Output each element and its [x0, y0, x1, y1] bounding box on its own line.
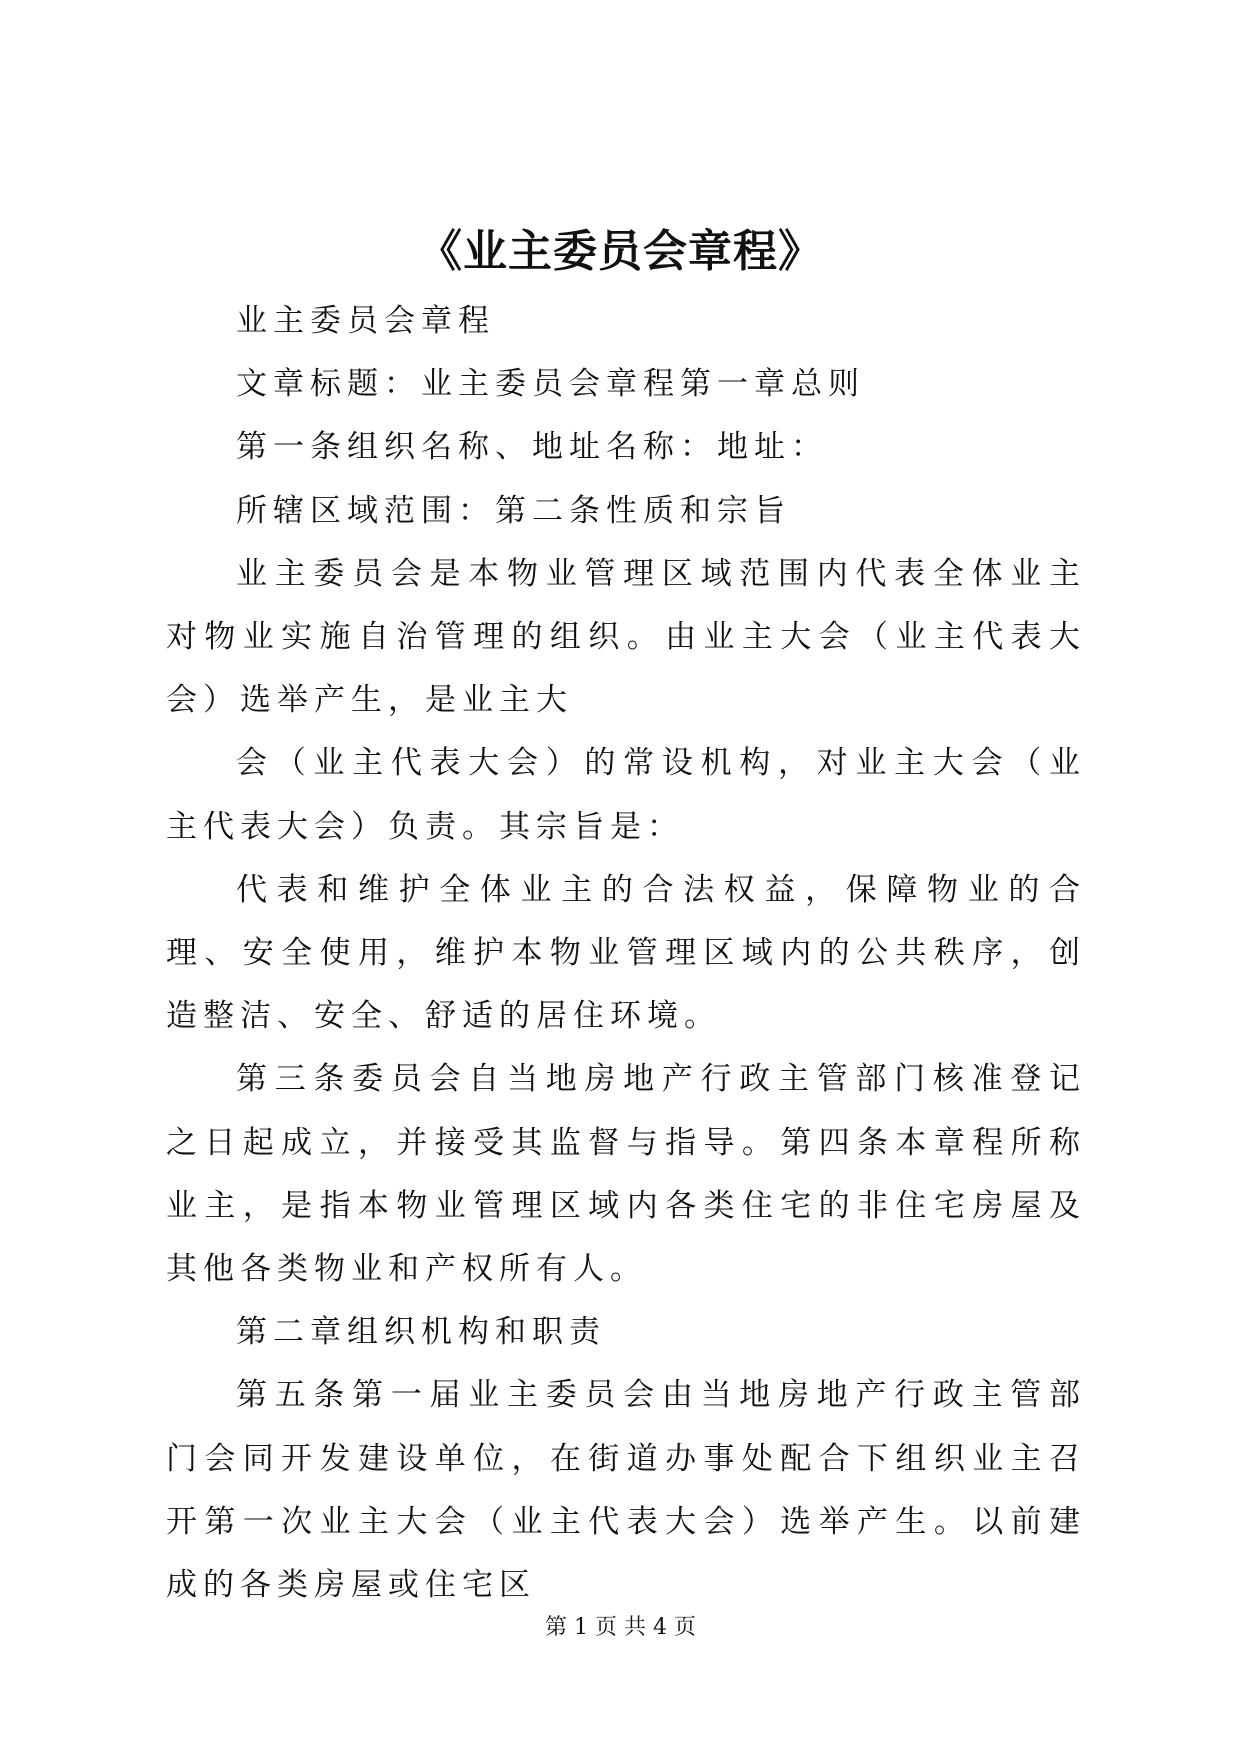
document-title: 《业主委员会章程》: [418, 226, 823, 277]
document-body: [166, 290, 1086, 1617]
paragraph: 第二章组织机构和职责: [236, 1314, 606, 1351]
paragraph: 第一条组织名称、地址名称：地址：: [236, 429, 828, 466]
paragraph: 业主委员会是本物业管理区域范围内代表全体业主对物业实施自治管理的组织。由业主大会（业主代表大会）选举产生，是业主大: [166, 555, 1086, 719]
page-footer: 第 1 页 共 4 页: [545, 1615, 696, 1640]
paragraph: 文章标题：业主委员会章程第一章总则: [236, 366, 865, 403]
paragraph: 第三条委员会自当地房地产行政主管部门核准登记之日起成立，并接受其监督与指导。第四条本章程所称业主，是指本物业管理区域内各类住宅的非住宅房屋及其他各类物业和产权所有人。: [166, 1061, 1086, 1288]
paragraph: 业主委员会章程: [236, 303, 495, 339]
paragraph: 代表和维护全体业主的合法权益，保障物业的合理、安全使用，维护本物业管理区域内的公共秩序，创造整洁、安全、舒适的居住环境。: [166, 871, 1086, 1035]
paragraph: 第五条第一届业主委员会由当地房地产行政主管部门会同开发建设单位，在街道办事处配合下组织业主召开第一次业主大会（业主代表大会）选举产生。以前建成的各类房屋或住宅区: [166, 1377, 1086, 1604]
paragraph: 所辖区域范围：第二条性质和宗旨: [236, 492, 791, 529]
paragraph: 会（业主代表大会）的常设机构，对业主大会（业主代表大会）负责。其宗旨是：: [166, 745, 1086, 845]
